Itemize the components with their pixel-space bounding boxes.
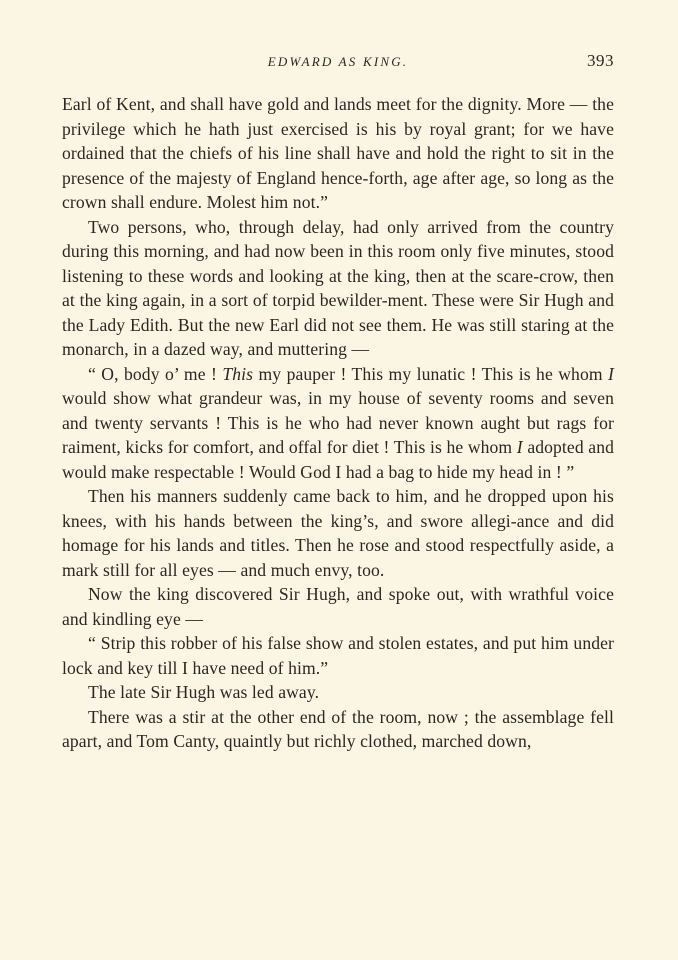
paragraph: “ Strip this robber of his false show and stolen estates, and put him under lock and key till I have need of him.” [62, 633, 614, 678]
paragraph: Then his manners suddenly came back to him, and he dropped upon his knees, with his hands between the king’s, and swore allegi-ance and did homage for his lands and titles. Then he rose and stood respectfully aside, a mark still for all eyes — and much envy, too. [62, 486, 614, 580]
paragraph: Earl of Kent, and shall have gold and lands meet for the dignity. More — the privilege which he hath just exercised is his by royal grant; for we have ordained that the chiefs of his line shall have and hold the right to sit in the presence of the majesty of England hence-forth, age after age, so long as the crown shall endure. Molest him not.” [62, 94, 614, 212]
running-title: EDWARD AS KING. [267, 54, 409, 69]
paragraph: There was a stir at the other end of the room, now ; the assemblage fell apart, and Tom Canty, quaintly but richly clothed, marched down, [62, 706, 614, 751]
paragraph: Now the king discovered Sir Hugh, and spoke out, with wrathful voice and kindling eye — [62, 584, 614, 629]
emphasis: This [222, 363, 254, 384]
text-span: “ O, body o’ me ! [88, 363, 223, 384]
text-span: adopted and would make respectable ! Would God I had a bag to hide my head in ! ” [62, 437, 614, 482]
emphasis: I [516, 437, 523, 457]
page-number: 393 [587, 51, 614, 70]
paragraph [62, 362, 614, 485]
paragraph: The late Sir Hugh was led away. [88, 682, 320, 702]
emphasis: I [608, 363, 615, 384]
text-span: my pauper ! This my lunatic ! This is he whom [253, 363, 609, 384]
running-header [62, 51, 614, 73]
text-span: would show what grandeur was, in my house of seventy rooms and seven and twenty servants ! This is he who had never known aught but rags for raiment, kicks for comfort, and offal for diet ! This is he whom [62, 388, 614, 457]
paragraph: Two persons, who, through delay, had only arrived from the country during this morning, and had now been in this room only five minutes, stood listening to these words and looking at the king, then at the scare-crow, then at the king again, in a sort of torpid bewilder-ment. These were Sir Hugh and the Lady Edith. But the new Earl did not see them. He was still staring at the monarch, in a dazed way, and muttering — [62, 216, 614, 359]
body-text [62, 92, 614, 754]
